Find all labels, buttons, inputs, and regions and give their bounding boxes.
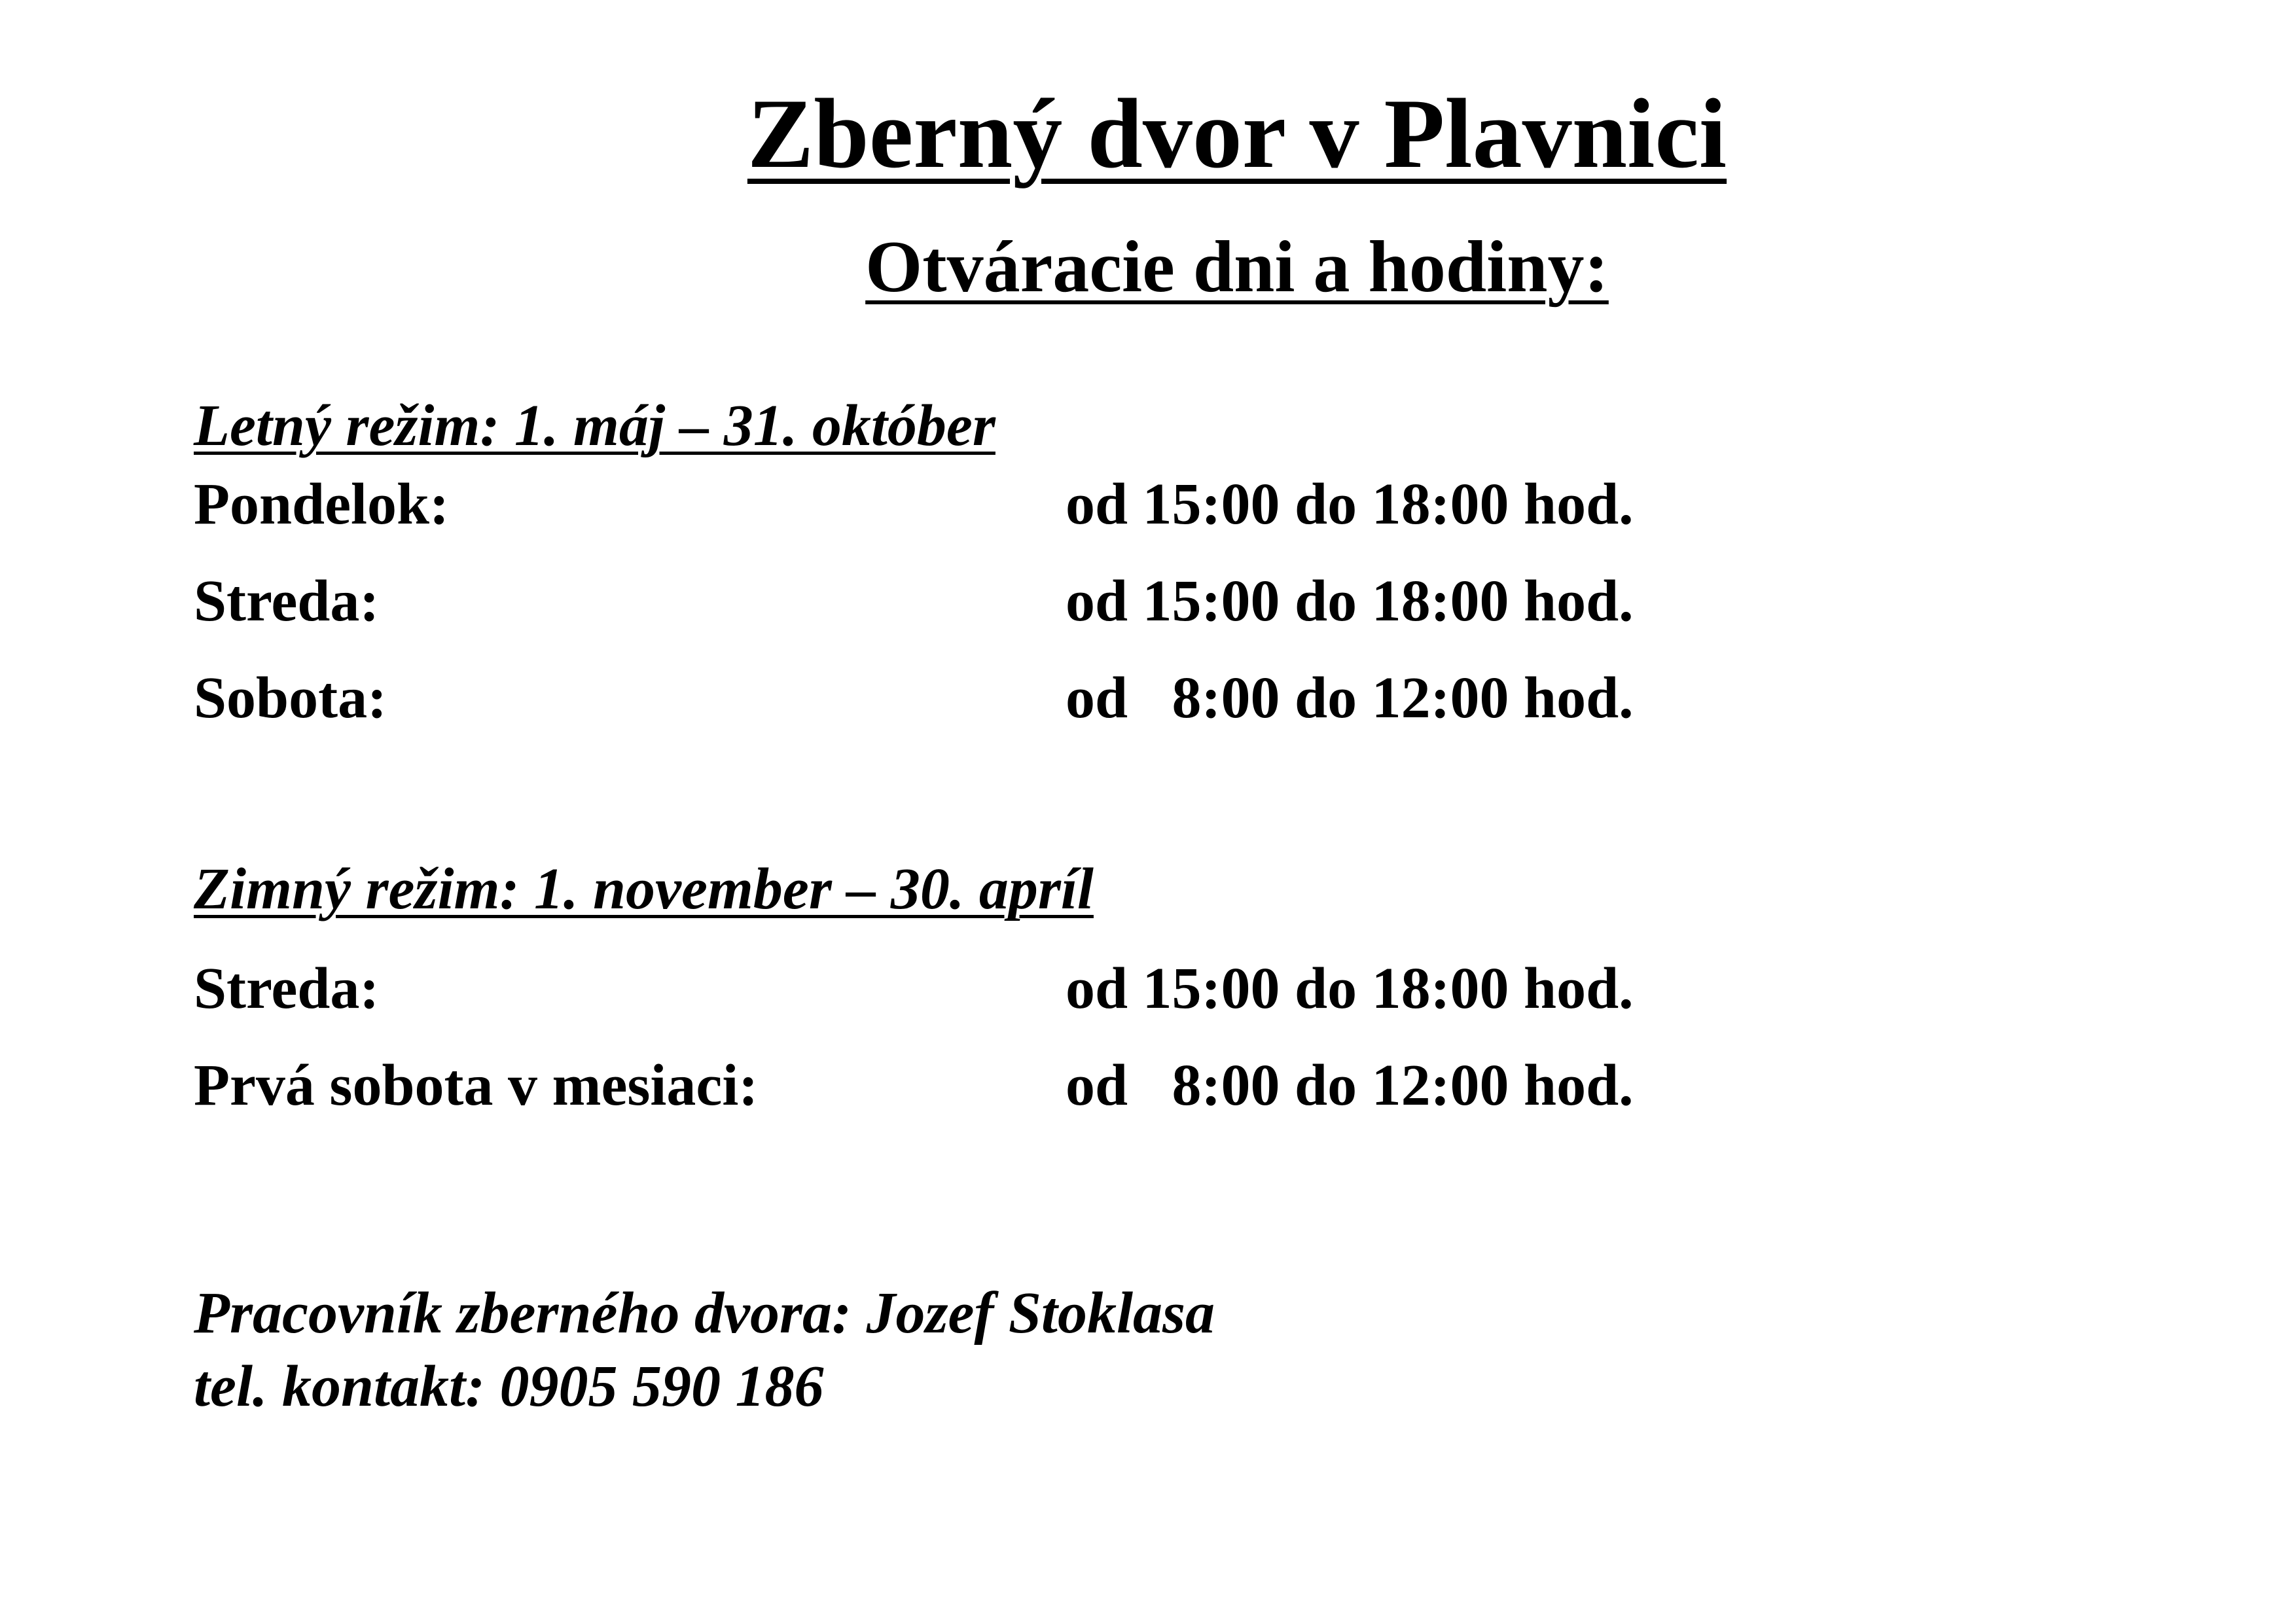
contact-worker: Pracovník zberného dvora: Jozef Stoklasa xyxy=(194,1281,1215,1346)
day-label: Streda: xyxy=(194,956,380,1021)
winter-row-wednesday xyxy=(194,956,1634,1025)
winter-row-first-saturday xyxy=(194,1053,1634,1122)
winter-schedule-heading: Zimný režim: 1. november – 30. apríl xyxy=(194,857,1094,921)
day-label: Sobota: xyxy=(194,666,387,730)
day-label: Streda: xyxy=(194,569,380,633)
hours-value: od 8:00 do 12:00 hod. xyxy=(1066,1053,1634,1118)
summer-row-saturday xyxy=(194,666,1634,734)
summer-row-monday xyxy=(194,472,1634,541)
hours-value: od 15:00 do 18:00 hod. xyxy=(1066,472,1634,537)
hours-value: od 15:00 do 18:00 hod. xyxy=(1066,569,1634,633)
day-label: Prvá sobota v mesiaci: xyxy=(194,1053,759,1118)
hours-value: od 8:00 do 12:00 hod. xyxy=(1066,666,1634,730)
page-subtitle: Otváracie dni a hodiny: xyxy=(865,226,1609,308)
summer-schedule-heading: Letný režim: 1. máj – 31. október xyxy=(194,393,996,458)
hours-value: od 15:00 do 18:00 hod. xyxy=(1066,956,1634,1021)
contact-phone: tel. kontakt: 0905 590 186 xyxy=(194,1354,824,1419)
day-label: Pondelok: xyxy=(194,472,450,537)
page-title: Zberný dvor v Plavnici xyxy=(747,79,1727,188)
summer-row-wednesday xyxy=(194,569,1634,637)
